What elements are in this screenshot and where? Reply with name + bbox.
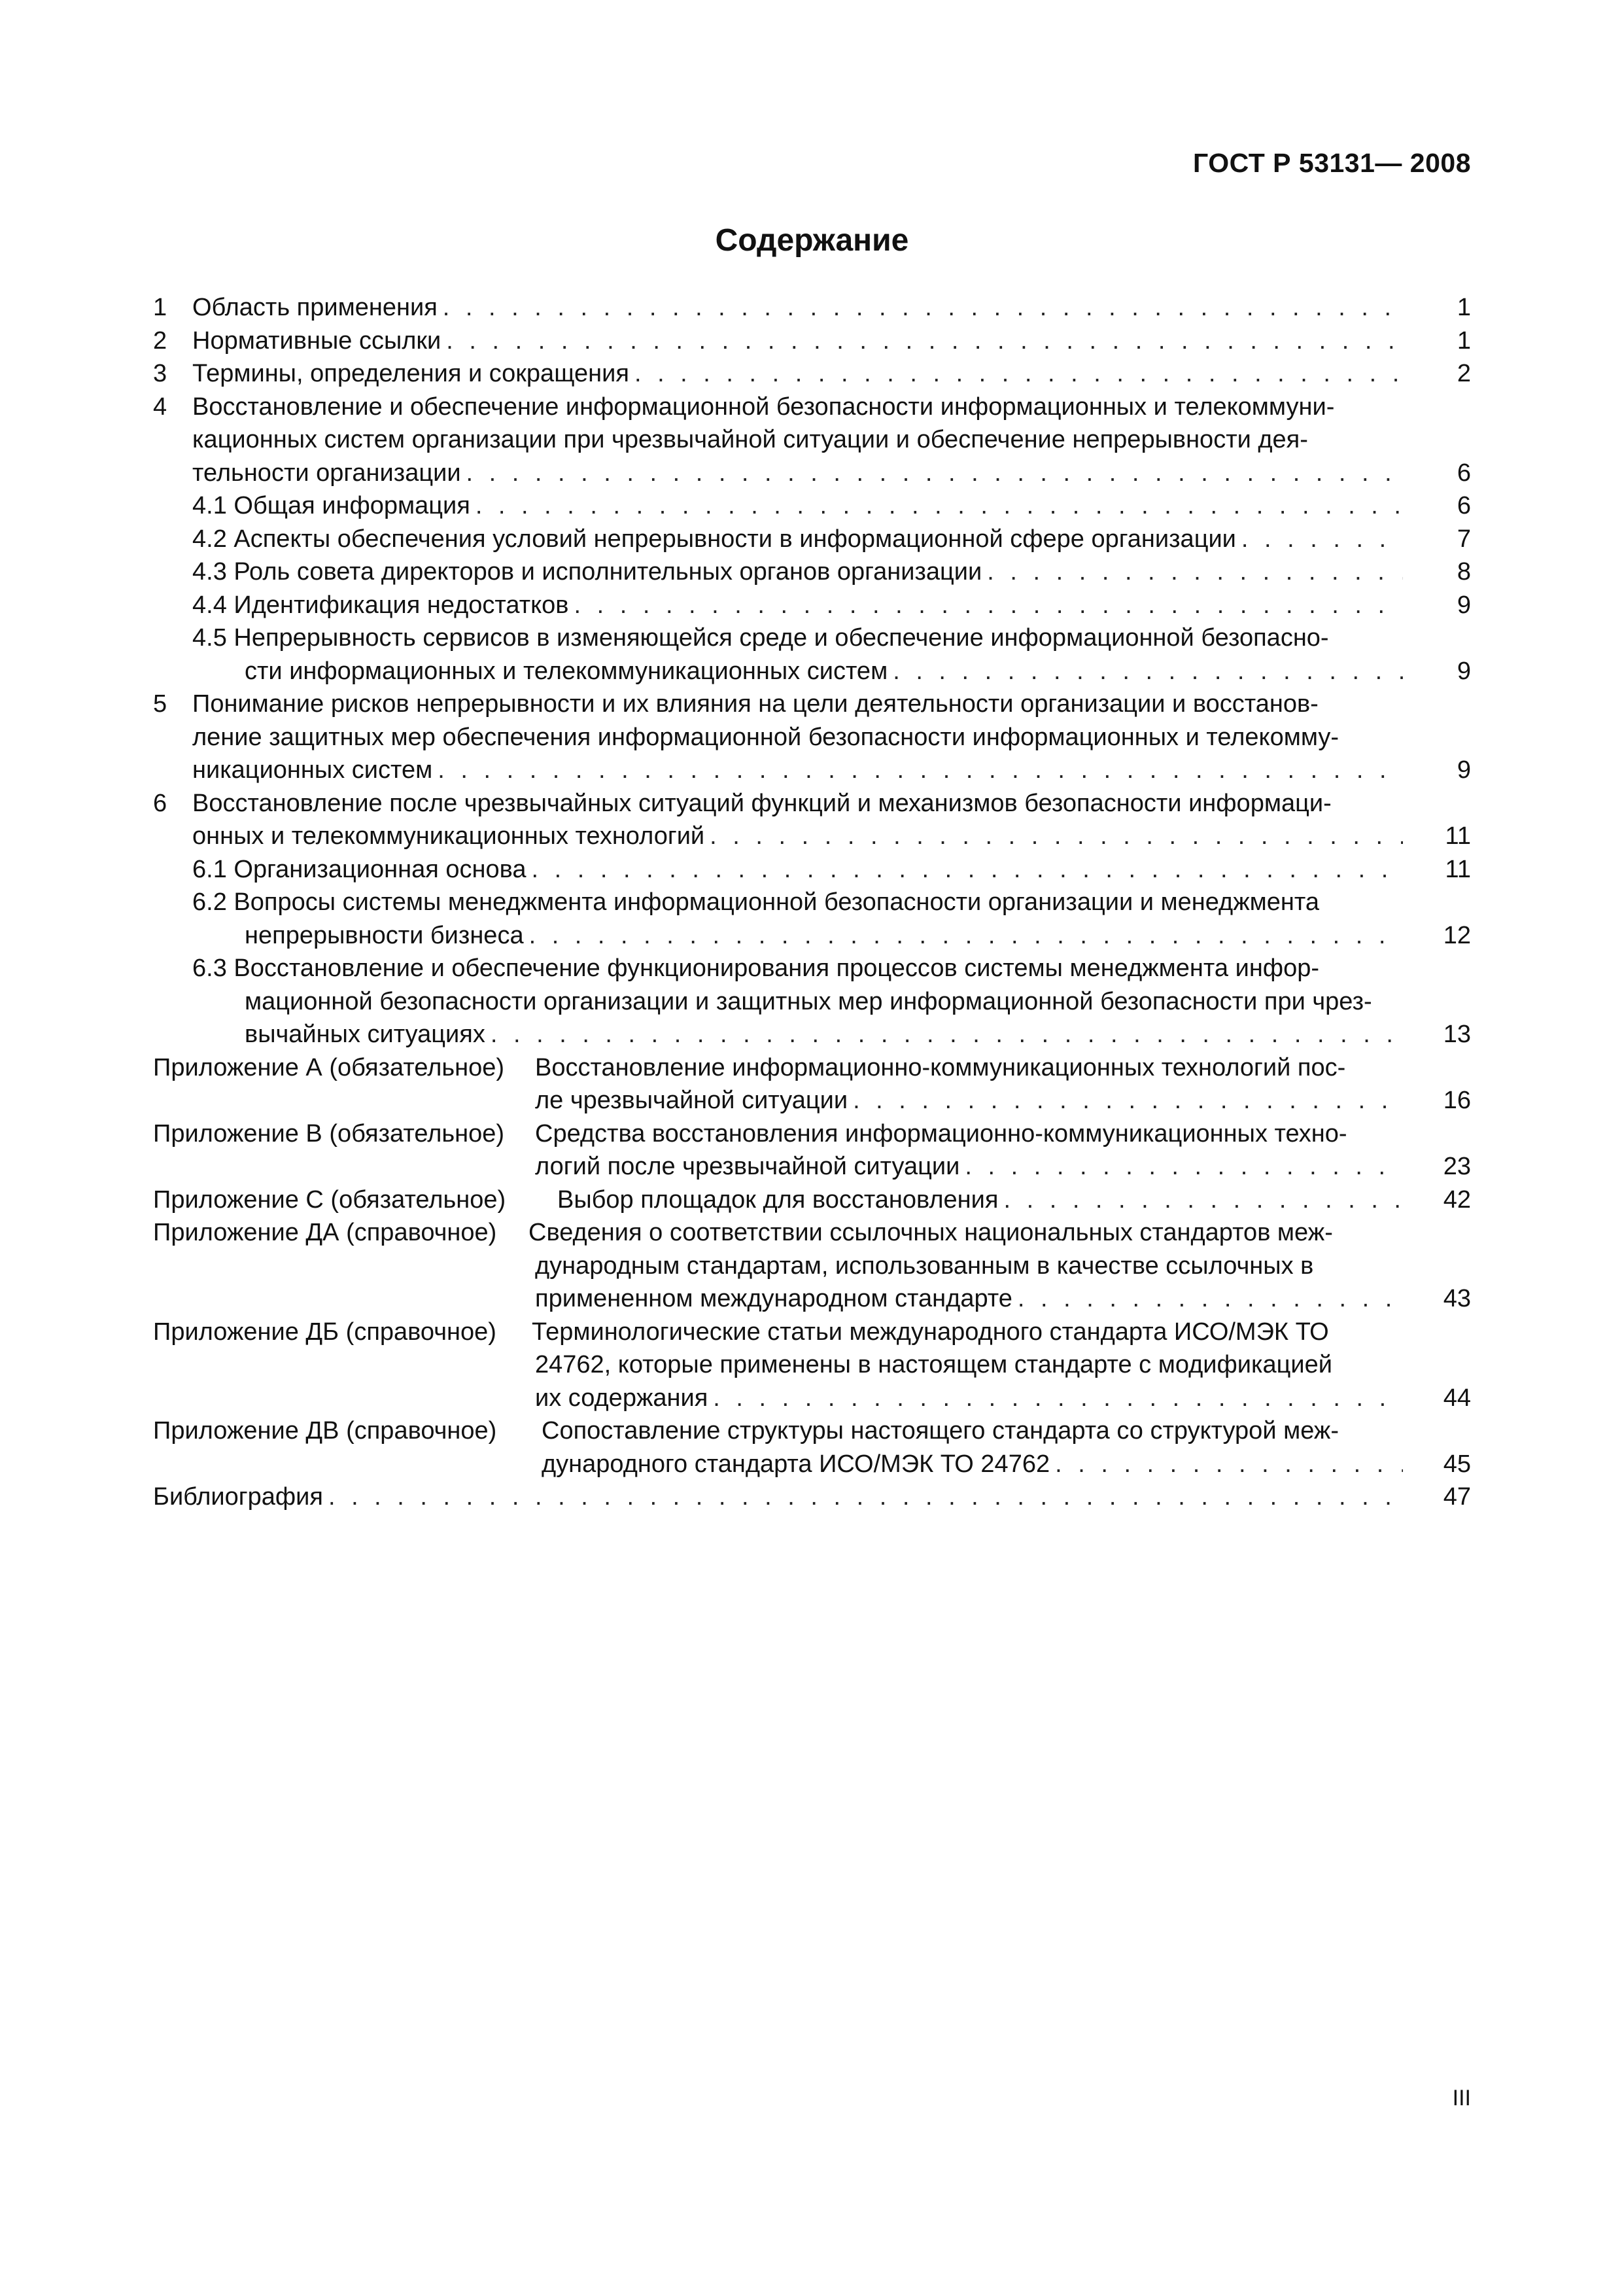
- toc-entry[interactable]: [153, 1216, 1471, 1316]
- dot-leader: [1003, 1183, 1403, 1217]
- toc-entry[interactable]: [153, 391, 1471, 490]
- toc-entry-text: никационных систем: [192, 756, 433, 784]
- dot-leader: [1055, 1448, 1403, 1481]
- toc-entry-page: 2: [1457, 360, 1471, 387]
- toc-entry-page: 11: [1445, 822, 1471, 850]
- toc-entry-text: 6.1 Организационная основа: [192, 855, 527, 883]
- toc-entry[interactable]: [153, 1414, 1471, 1480]
- dot-leader: [443, 291, 1403, 324]
- toc-entry-page: 42: [1443, 1185, 1471, 1214]
- dot-leader: [1241, 523, 1403, 556]
- toc-entry-page: 8: [1457, 558, 1471, 586]
- page-number: III: [1452, 2086, 1471, 2111]
- dot-leader: [438, 754, 1403, 787]
- toc-entry-text: тельности организации: [192, 459, 461, 487]
- toc-entry[interactable]: [153, 853, 1471, 886]
- toc-entry-page: 9: [1457, 657, 1471, 685]
- dot-leader: [475, 489, 1403, 523]
- toc-entry-page: 13: [1443, 1021, 1471, 1048]
- toc-entry-text: 6.2 Вопросы системы менеджмента информационной безопасности организации и менеджмента: [192, 888, 1320, 916]
- toc-entry-text: 4.5 Непрерывность сервисов в изменяющейся среде и обеспечение информационной безопасно-: [192, 624, 1329, 652]
- toc-entry-page: 7: [1457, 525, 1471, 553]
- toc-entry-text: сти информационных и телекоммуникационных систем: [245, 657, 888, 685]
- toc-entry-text: 4.2 Аспекты обеспечения условий непрерывности в информационной сфере организации: [192, 525, 1236, 553]
- toc-entry-text: Сведения о соответствии ссылочных национальных стандартов меж-: [528, 1219, 1333, 1246]
- toc-entry-page: 11: [1445, 855, 1471, 883]
- dot-leader: [491, 1018, 1403, 1051]
- toc-entry-number: 6: [153, 789, 167, 817]
- toc-entry-text: Терминологические статьи международного стандарта ИСО/МЭК ТО: [532, 1318, 1329, 1346]
- toc-entry-number: Приложение ДБ (справочное): [153, 1318, 496, 1346]
- toc-entry-number: 2: [153, 326, 167, 355]
- toc-entry-text: мационной безопасности организации и защитных мер информационной безопасности при чрез-: [245, 987, 1372, 1015]
- dot-leader: [634, 357, 1403, 391]
- toc-entry-text: Сопоставление структуры настоящего стандарта со структурой меж-: [542, 1417, 1339, 1445]
- toc-entry-text: Средства восстановления информационно-коммуникационных техно-: [535, 1119, 1347, 1148]
- toc-entry-text: примененном международном стандарте: [535, 1285, 1012, 1312]
- toc-entry-text: непрерывности бизнеса: [245, 921, 524, 949]
- toc-entry[interactable]: [153, 886, 1471, 952]
- toc-entry[interactable]: [153, 589, 1471, 622]
- toc-title: Содержание: [715, 223, 909, 258]
- toc-entry[interactable]: [153, 952, 1471, 1051]
- dot-leader: [853, 1084, 1403, 1117]
- toc-entry[interactable]: [153, 291, 1471, 324]
- toc-entry-text: 4.4 Идентификация недостатков: [192, 591, 569, 619]
- toc-entry-page: 44: [1443, 1384, 1471, 1412]
- toc-entry-text: ле чрезвычайной ситуации: [535, 1087, 848, 1114]
- dot-leader: [574, 589, 1403, 622]
- dot-leader: [965, 1150, 1403, 1183]
- toc-entry-text: 24762, которые применены в настоящем стандарте с модификацией: [535, 1351, 1332, 1378]
- toc-entry-number: 4: [153, 393, 167, 421]
- toc-entry-number: Приложение ДА (справочное): [153, 1219, 497, 1246]
- toc-entry-text: 6.3 Восстановление и обеспечение функционирования процессов системы менеджмента инфор-: [192, 955, 1319, 982]
- toc-entry-page: 16: [1443, 1087, 1471, 1114]
- table-of-contents: [153, 291, 1471, 1514]
- dot-leader: [466, 457, 1403, 490]
- toc-entry[interactable]: [153, 787, 1471, 853]
- toc-entry-number: Приложение ДВ (справочное): [153, 1417, 497, 1445]
- toc-entry-text: Нормативные ссылки: [192, 326, 441, 355]
- dot-leader: [710, 820, 1403, 853]
- toc-entry[interactable]: [153, 324, 1471, 358]
- toc-entry[interactable]: [153, 489, 1471, 523]
- toc-entry-number: Приложение А (обязательное): [153, 1053, 505, 1081]
- toc-entry[interactable]: [153, 1183, 1471, 1217]
- toc-entry-text: 4.1 Общая информация: [192, 492, 470, 519]
- toc-entry[interactable]: [153, 1480, 1471, 1514]
- toc-entry-number: Приложение В (обязательное): [153, 1119, 505, 1148]
- toc-entry-text: Выбор площадок для восстановления: [557, 1185, 999, 1214]
- dot-leader: [446, 324, 1403, 358]
- toc-entry-number: Приложение С (обязательное): [153, 1185, 506, 1214]
- dot-leader: [893, 655, 1403, 688]
- toc-entry-text: Восстановление и обеспечение информационной безопасности информационных и телекоммуни-: [192, 393, 1335, 421]
- toc-entry-text: Понимание рисков непрерывности и их влияния на цели деятельности организации и восстанов-: [192, 690, 1319, 718]
- toc-entry-page: 45: [1443, 1450, 1471, 1478]
- dot-leader: [713, 1382, 1403, 1415]
- toc-entry-text: логий после чрезвычайной ситуации: [535, 1153, 960, 1180]
- dot-leader: [328, 1480, 1403, 1514]
- toc-entry[interactable]: [153, 523, 1471, 556]
- toc-entry-page: 9: [1457, 756, 1471, 784]
- dot-leader: [532, 853, 1403, 886]
- toc-entry[interactable]: [153, 1117, 1471, 1183]
- dot-leader: [987, 555, 1403, 589]
- toc-entry-text: Библиография: [153, 1483, 323, 1511]
- toc-entry-page: 1: [1457, 326, 1471, 355]
- toc-entry-page: 43: [1443, 1285, 1471, 1312]
- toc-entry[interactable]: [153, 688, 1471, 787]
- toc-entry-text: Восстановление информационно-коммуникационных технологий пос-: [535, 1053, 1346, 1081]
- toc-entry[interactable]: [153, 1051, 1471, 1117]
- toc-entry-text: дународным стандартам, использованным в качестве ссылочных в: [535, 1252, 1314, 1280]
- toc-entry-text: Восстановление после чрезвычайных ситуаций функций и механизмов безопасности информаци-: [192, 789, 1332, 817]
- dot-leader: [529, 919, 1403, 953]
- toc-entry-page: 1: [1457, 294, 1471, 321]
- toc-entry-page: 6: [1457, 459, 1471, 487]
- dot-leader: [1018, 1282, 1403, 1316]
- toc-entry-text: дународного стандарта ИСО/МЭК ТО 24762: [542, 1450, 1050, 1478]
- toc-entry-text: Область применения: [192, 294, 438, 321]
- toc-entry-page: 23: [1443, 1153, 1471, 1180]
- toc-entry-page: 47: [1443, 1483, 1471, 1511]
- toc-entry-text: вычайных ситуациях: [245, 1021, 485, 1048]
- standard-number: ГОСТ Р 53131— 2008: [1193, 148, 1471, 178]
- toc-entry-number: 5: [153, 690, 167, 718]
- toc-entry-page: 12: [1443, 921, 1471, 949]
- toc-entry[interactable]: [153, 555, 1471, 589]
- toc-entry-page: 6: [1457, 492, 1471, 519]
- toc-entry[interactable]: [153, 1316, 1471, 1415]
- toc-entry[interactable]: [153, 622, 1471, 688]
- toc-entry-text: онных и телекоммуникационных технологий: [192, 822, 705, 850]
- toc-entry-number: 3: [153, 360, 167, 387]
- toc-entry-text: 4.3 Роль совета директоров и исполнительных органов организации: [192, 558, 982, 586]
- toc-entry-page: 9: [1457, 591, 1471, 619]
- toc-entry-text: кационных систем организации при чрезвычайной ситуации и обеспечение непрерывности дея-: [192, 426, 1308, 453]
- toc-entry[interactable]: [153, 357, 1471, 391]
- toc-entry-text: ление защитных мер обеспечения информационной безопасности информационных и телекомму-: [192, 723, 1339, 751]
- toc-entry-number: 1: [153, 294, 167, 321]
- toc-entry-text: их содержания: [535, 1384, 708, 1412]
- toc-entry-text: Термины, определения и сокращения: [192, 360, 629, 387]
